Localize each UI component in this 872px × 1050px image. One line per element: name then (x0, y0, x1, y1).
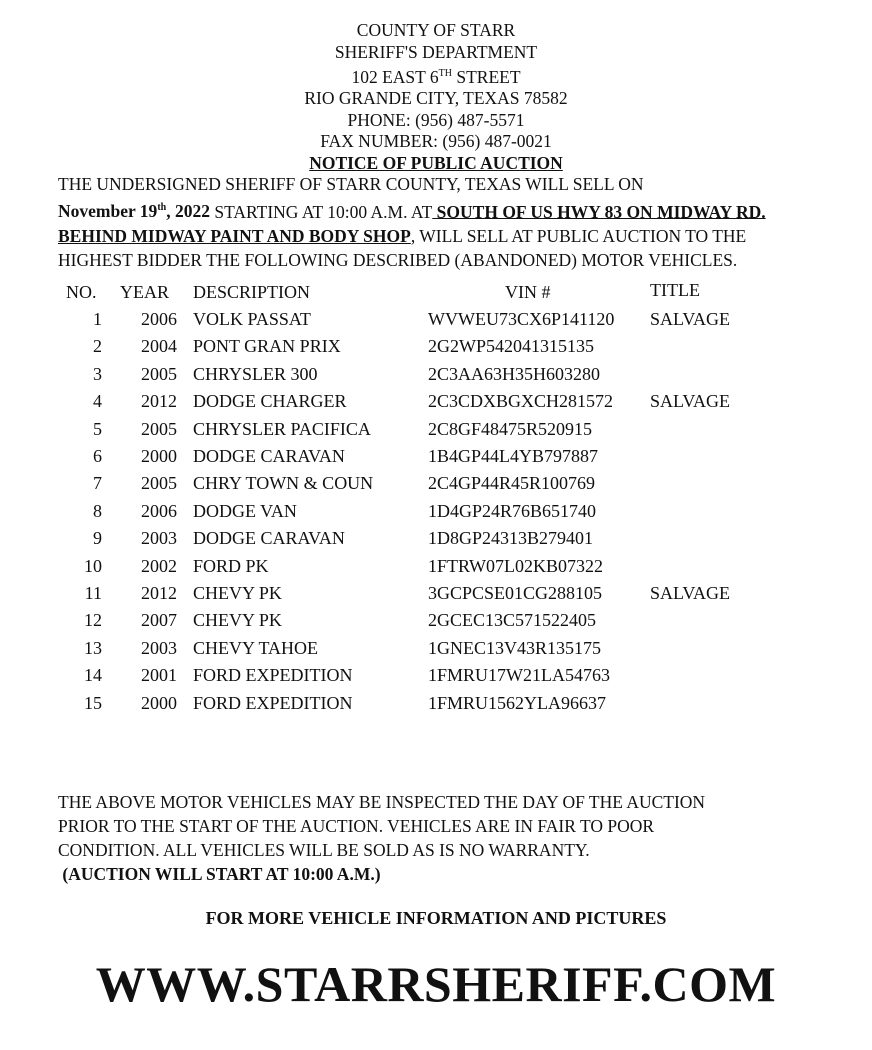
row-vin: 1D8GP24313B279401 (428, 528, 594, 549)
header-title: TITLE (650, 280, 700, 300)
header-vin: VIN # (505, 282, 551, 302)
row-description: FORD PK (193, 555, 269, 576)
row-vin: 1D4GP24R76B651740 (428, 500, 597, 521)
row-description: CHRYSLER PACIFICA (193, 418, 371, 439)
auction-date: November 19th, 2022 (58, 201, 210, 222)
row-description: DODGE CARAVAN (193, 528, 345, 549)
row-title: SALVAGE (650, 583, 731, 603)
row-number: 7 (93, 473, 102, 494)
auction-terms (58, 790, 705, 886)
terms-line-3: CONDITION. ALL VEHICLES WILL BE SOLD AS IS NO WARRANTY. (58, 840, 590, 860)
auction-start-note: (AUCTION WILL START AT 10:00 A.M.) (58, 864, 381, 884)
department-name: SHERIFF'S DEPARTMENT (334, 41, 538, 62)
row-year: 2006 (141, 309, 177, 329)
table-row (0, 309, 872, 336)
table-row (0, 501, 872, 528)
row-title: SALVAGE (650, 391, 731, 412)
phone-number: PHONE: (956) 487-5571 (347, 109, 525, 130)
row-year: 2002 (141, 555, 177, 576)
row-year: 2003 (141, 528, 177, 549)
county-name: COUNTY OF STARR (356, 20, 516, 40)
row-description: FORD EXPEDITION (193, 665, 353, 686)
row-year: 2005 (141, 363, 177, 384)
table-row (0, 583, 872, 610)
row-vin: 2C4GP44R45R100769 (428, 473, 596, 494)
row-number: 9 (93, 528, 102, 549)
auction-intro (58, 172, 848, 273)
table-row (0, 693, 872, 720)
auction-location: SOUTH OF US HWY 83 ON MIDWAY RD. (432, 201, 766, 222)
row-description: CHEVY PK (193, 610, 282, 631)
row-vin: 1FMRU17W21LA54763 (428, 665, 611, 686)
row-description: PONT GRAN PRIX (193, 336, 341, 357)
row-description: DODGE VAN (193, 500, 297, 521)
row-year: 2007 (141, 610, 177, 631)
row-year: 2003 (141, 637, 177, 658)
table-row (0, 610, 872, 637)
row-vin: 1GNEC13V43R135175 (428, 637, 602, 658)
auction-location-detail: BEHIND MIDWAY PAINT AND BODY SHOP (58, 225, 411, 246)
row-description: DODGE CARAVAN (193, 446, 345, 466)
table-row (0, 419, 872, 446)
row-year: 2012 (141, 583, 177, 603)
row-description: CHEVY TAHOE (193, 637, 319, 658)
row-year: 2000 (141, 692, 177, 713)
row-number: 12 (84, 610, 102, 631)
row-description: FORD EXPEDITION (193, 692, 353, 713)
terms-line-1: THE ABOVE MOTOR VEHICLES MAY BE INSPECTED THE DAY OF THE AUCTION (58, 792, 706, 812)
terms-line-2: PRIOR TO THE START OF THE AUCTION. VEHICLES ARE IN FAIR TO POOR (58, 816, 655, 836)
table-row (0, 446, 872, 473)
row-title: SALVAGE (650, 309, 731, 329)
website-url: WWW.STARRSHERIFF.COM (95, 956, 777, 1012)
notice-title: NOTICE OF PUBLIC AUCTION (309, 152, 563, 173)
row-description: CHRYSLER 300 (193, 363, 318, 384)
row-description: DODGE CHARGER (193, 391, 347, 412)
row-number: 10 (84, 555, 102, 576)
row-number: 15 (84, 692, 102, 713)
row-vin: 1FTRW07L02KB07322 (428, 555, 604, 576)
table-header-row (0, 282, 872, 309)
row-year: 2005 (141, 473, 177, 494)
row-vin: 2G2WP542041315135 (428, 336, 594, 357)
intro-line-2: November 19th, 2022 STARTING AT 10:00 A.M. AT SOUTH OF US HWY 83 ON MIDWAY RD. (58, 201, 766, 222)
row-year: 2005 (141, 418, 177, 439)
street-address: 102 EAST 6TH STREET (351, 66, 521, 87)
table-row (0, 391, 872, 418)
header-no: NO. (66, 282, 97, 302)
row-description: CHRY TOWN & COUN (193, 473, 374, 494)
row-description: CHEVY PK (193, 583, 282, 603)
row-year: 2012 (141, 391, 177, 412)
row-number: 8 (93, 500, 102, 521)
intro-line-4: HIGHEST BIDDER THE FOLLOWING DESCRIBED (ABANDONED) MOTOR VEHICLES. (58, 250, 738, 271)
row-number: 3 (93, 363, 102, 384)
row-vin: 1B4GP44L4YB797887 (428, 446, 599, 466)
row-number: 5 (93, 418, 102, 439)
letterhead (0, 20, 872, 174)
row-vin: 2GCEC13C571522405 (428, 610, 597, 631)
header-description: DESCRIPTION (193, 282, 311, 302)
table-row (0, 528, 872, 555)
intro-line-3: BEHIND MIDWAY PAINT AND BODY SHOP, WILL SELL AT PUBLIC AUCTION TO THE (58, 225, 747, 246)
table-row (0, 638, 872, 665)
row-vin: 2C3AA63H35H603280 (428, 363, 601, 384)
table-row (0, 336, 872, 363)
table-row (0, 364, 872, 391)
row-vin: 2C3CDXBGXCH281572 (428, 391, 614, 412)
city-address: RIO GRANDE CITY, TEXAS 78582 (304, 88, 568, 109)
row-number: 6 (93, 446, 102, 466)
row-year: 2001 (141, 665, 177, 686)
row-number: 4 (93, 391, 102, 412)
row-vin: 2C8GF48475R520915 (428, 418, 593, 439)
more-info-heading: FOR MORE VEHICLE INFORMATION AND PICTURES (205, 908, 667, 928)
row-number: 1 (93, 309, 102, 329)
row-vin: 3GCPCSE01CG288105 (428, 583, 603, 603)
row-number: 13 (84, 637, 102, 658)
row-year: 2006 (141, 500, 177, 521)
row-number: 14 (84, 665, 102, 686)
row-number: 11 (84, 583, 102, 603)
row-year: 2004 (141, 336, 177, 357)
row-vin: WVWEU73CX6P141120 (428, 309, 615, 329)
fax-number: FAX NUMBER: (956) 487-0021 (320, 131, 552, 152)
header-year: YEAR (120, 282, 169, 302)
table-row (0, 473, 872, 500)
row-vin: 1FMRU1562YLA96637 (428, 692, 607, 713)
table-row (0, 665, 872, 692)
row-description: VOLK PASSAT (193, 309, 311, 329)
intro-line-1: THE UNDERSIGNED SHERIFF OF STARR COUNTY, TEXAS WILL SELL ON (58, 174, 644, 194)
table-row (0, 556, 872, 583)
row-number: 2 (93, 336, 102, 357)
row-year: 2000 (141, 446, 177, 466)
